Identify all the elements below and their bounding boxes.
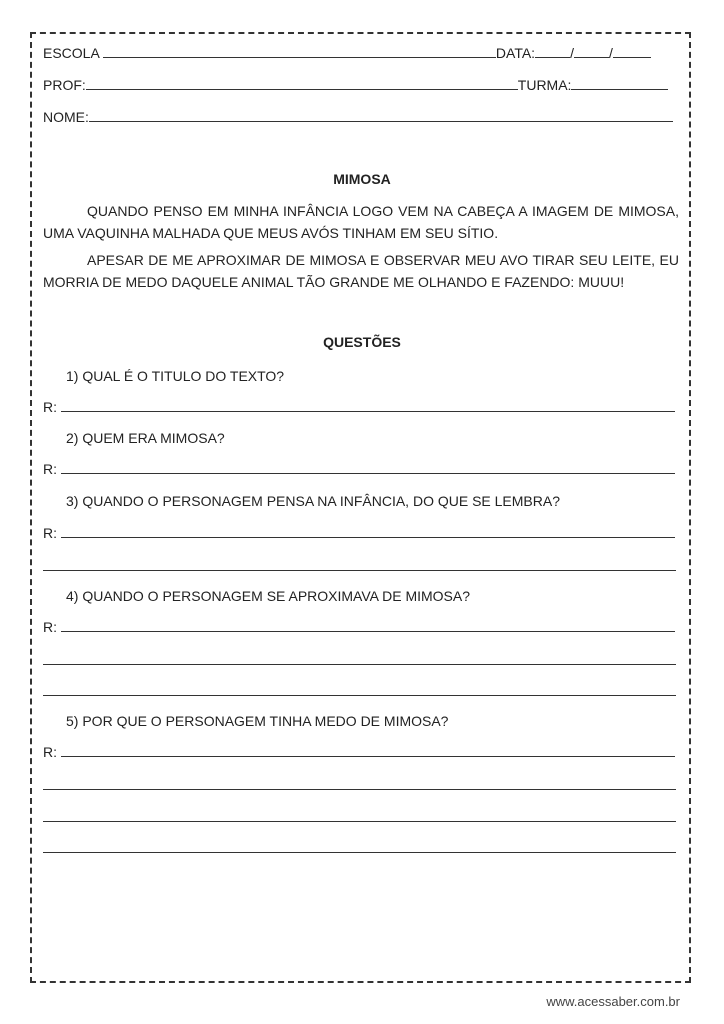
- teacher-field[interactable]: [86, 76, 518, 90]
- answer-2-row: [43, 460, 675, 478]
- school-row: [43, 44, 651, 62]
- answer-label: R:: [43, 744, 57, 760]
- teacher-row: [43, 76, 668, 94]
- answer-5-field[interactable]: [61, 743, 675, 757]
- story-title: MIMOSA: [333, 171, 391, 187]
- question-5: 5) POR QUE O PERSONAGEM TINHA MEDO DE MIMOSA?: [66, 713, 449, 729]
- answer-3-extra-line[interactable]: [43, 570, 676, 571]
- date-month-field[interactable]: [574, 44, 609, 58]
- story-paragraph-2: APESAR DE ME APROXIMAR DE MIMOSA E OBSERVAR MEU AVO TIRAR SEU LEITE, EU MORRIA DE MEDO DAQUELE ANIMAL TÃO GRANDE ME OLHANDO E FAZENDO: MUUU!: [43, 252, 679, 290]
- answer-1-field[interactable]: [61, 398, 675, 412]
- answer-4-row: [43, 618, 675, 636]
- school-field[interactable]: [103, 44, 496, 58]
- name-field[interactable]: [89, 108, 673, 122]
- question-3: 3) QUANDO O PERSONAGEM PENSA NA INFÂNCIA, DO QUE SE LEMBRA?: [66, 493, 560, 509]
- school-label: ESCOLA: [43, 45, 100, 61]
- answer-3-row: [43, 524, 675, 542]
- answer-label: R:: [43, 461, 57, 477]
- answer-1-row: [43, 398, 675, 416]
- date-separator: /: [608, 45, 613, 61]
- date-year-field[interactable]: [613, 44, 651, 58]
- website-footer: www.acessaber.com.br: [546, 994, 680, 1009]
- answer-5-extra-line[interactable]: [43, 821, 676, 822]
- question-2: 2) QUEM ERA MIMOSA?: [66, 430, 225, 446]
- answer-4-extra-line[interactable]: [43, 695, 676, 696]
- answer-label: R:: [43, 399, 57, 415]
- name-label: NOME:: [43, 109, 89, 125]
- answer-4-extra-line[interactable]: [43, 664, 676, 665]
- date-separator: /: [570, 45, 574, 61]
- answer-3-field[interactable]: [61, 524, 675, 538]
- answer-label: R:: [43, 619, 57, 635]
- question-1: 1) QUAL É O TITULO DO TEXTO?: [66, 368, 285, 384]
- question-4: 4) QUANDO O PERSONAGEM SE APROXIMAVA DE MIMOSA?: [66, 588, 471, 604]
- date-label: DATA:: [495, 45, 536, 61]
- class-label: TURMA:: [517, 77, 572, 93]
- class-field[interactable]: [571, 76, 668, 90]
- name-row: [43, 108, 673, 126]
- answer-2-field[interactable]: [61, 460, 675, 474]
- answer-4-field[interactable]: [61, 618, 675, 632]
- answer-5-extra-line[interactable]: [43, 852, 676, 853]
- date-day-field[interactable]: [535, 44, 570, 58]
- story-paragraph-1: QUANDO PENSO EM MINHA INFÂNCIA LOGO VEM NA CABEÇA A IMAGEM DE MIMOSA, UMA VAQUINHA MALHADA QUE MEUS AVÓS TINHAM EM SEU SÍTIO.: [43, 203, 679, 241]
- questions-title: QUESTÕES: [323, 334, 401, 350]
- answer-5-extra-line[interactable]: [43, 789, 676, 790]
- answer-label: R:: [43, 525, 57, 541]
- teacher-label: PROF:: [43, 77, 86, 93]
- answer-5-row: [43, 743, 675, 761]
